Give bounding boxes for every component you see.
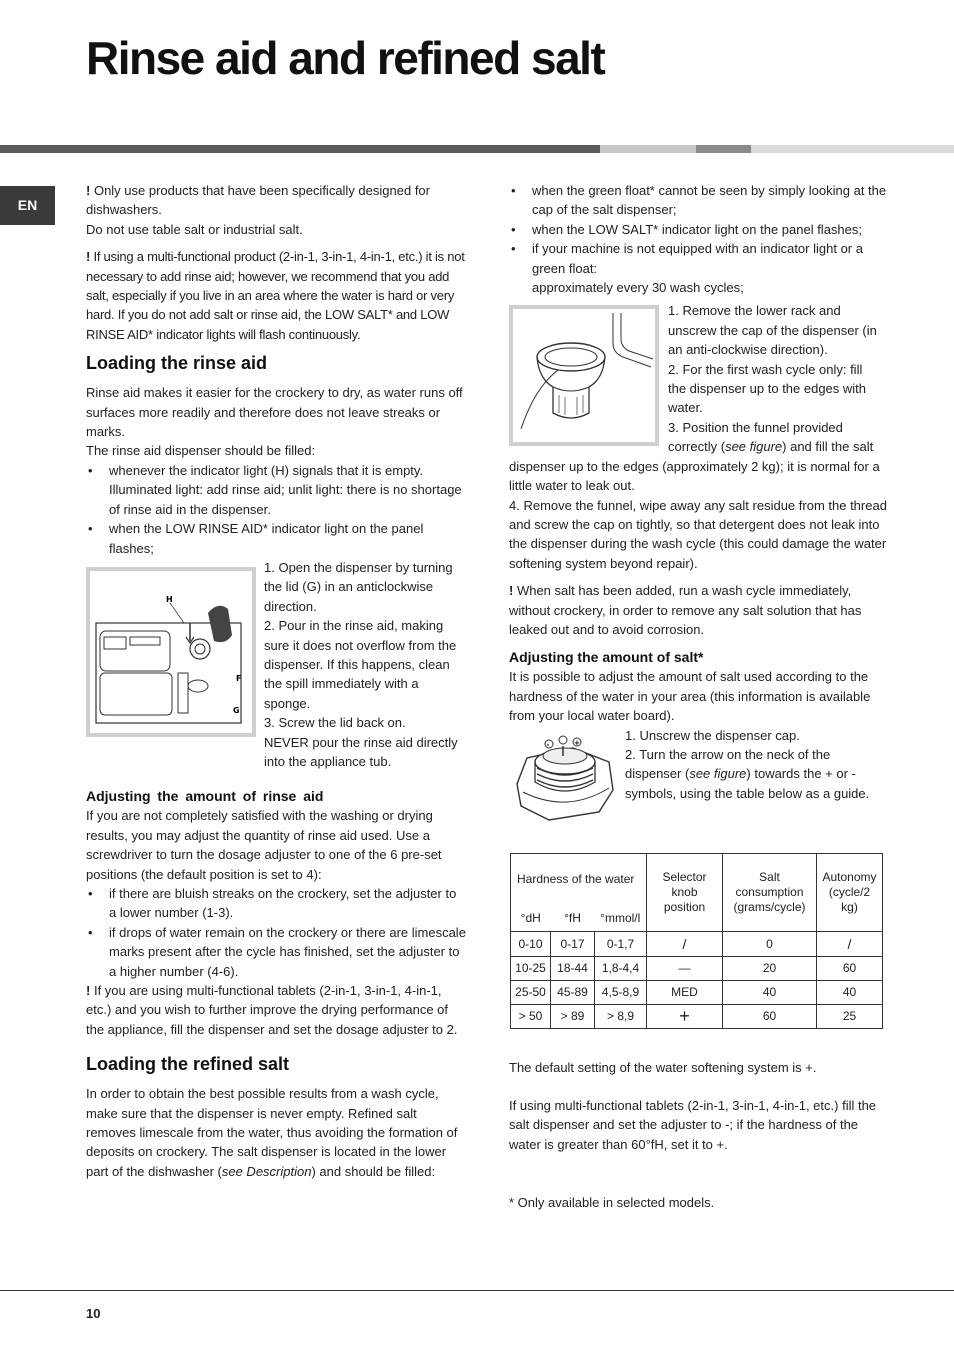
footnote-selected-models: * Only available in selected models. [509, 1195, 715, 1210]
heading-adjust-salt: Adjusting the amount of salt* [509, 649, 704, 666]
salt-cap-illustration [509, 726, 619, 824]
header-bar-light [600, 145, 696, 153]
right-column [509, 181, 889, 824]
list-item: • when the green float* cannot be seen by simply looking at the cap of the salt dispenser; [509, 181, 889, 220]
heading-loading-rinse-aid: Loading the rinse aid [86, 353, 268, 374]
rinse-aid-figure-block [86, 558, 466, 771]
rinse-fill-list [86, 461, 466, 558]
rinse-aid-steps: 1. Open the dispenser by turning the lid (G) in an anticlockwise direction. 2. Pour in the rinse aid, making sure it does not overflow from the dispenser. If this happens, clean the spill immediately with a sponge. 3. Screw the lid back on. NEVER pour the rinse aid directly into the appliance tub. [264, 559, 458, 769]
salt-dispenser-illustration [509, 305, 659, 446]
adjust-rinse-list [86, 884, 466, 981]
list-item: • whenever the indicator light (H) signals that it is empty. Illuminated light: add rinse aid; unlit light: there is no shortage of rinse aid in the dispenser. [86, 461, 466, 519]
header-bar-pale [751, 145, 954, 153]
table-header-selector: Selector knob position [647, 854, 723, 932]
tablets-setting-note: If using multi-functional tablets (2-in-1, 3-in-1, 4-in-1, etc.) fill the salt dispenser and set the adjuster to -; if the hardness of the water is greater than 60°fH, set it to +. [509, 1098, 877, 1152]
salt-dispenser-figure-block [509, 301, 889, 456]
table-row: 0-10 0-17 0-1,7 / 0 / [511, 932, 883, 957]
note-multifunctional: ! If using a multi-functional product (2-in-1, 3-in-1, 4-in-1, etc.) it is not necessary to add rinse aid; however, we recommend that you add salt, especially if you live in an area where the water is hard or very hard. If you do not add salt or rinse aid, the LOW SALT* and LOW RINSE AID* indicator lights will flash continuously. [86, 249, 465, 342]
list-item: • if drops of water remain on the crockery or there are limescale marks present after the cycle has finished, set the adjuster to a higher number (4-6). [86, 923, 466, 981]
note-products: ! Only use products that have been specifically designed for dishwashers. [86, 183, 430, 218]
salt-steps-top: 1. Remove the lower rack and unscrew the cap of the dispenser (in an anti-clockwise direction). 2. For the first wash cycle only: fill the dispenser up to the edges with water. 3. Position the funnel provided correctly (see figure) and fill the salt [668, 303, 877, 455]
rinse-intro: Rinse aid makes it easier for the crockery to dry, as water runs off surfaces more readily and therefore does not leave streaks or marks. [86, 385, 463, 440]
salt-cap-figure-block [509, 726, 889, 824]
note-no-table-salt: Do not use table salt or industrial salt. [86, 221, 303, 237]
salt-adjust-steps: 1. Unscrew the dispenser cap. 2. Turn the arrow on the neck of the dispenser (see figure) towards the + or - symbols, using the table below as a guide. [625, 727, 870, 801]
heading-adjust-rinse-aid: Adjusting the amount of rinse aid [86, 788, 324, 805]
cap-plus-label: + [574, 738, 580, 747]
label-f: F [236, 673, 242, 683]
adjust-rinse-text: If you are not completely satisfied with the washing or drying results, you may adjust the quantity of rinse aid used. Use a screwdriver to turn the dosage adjuster to one of the 6 pre-set positions (the default position is set to 4): [86, 808, 442, 882]
water-hardness-table [510, 853, 883, 1029]
table-header-autonomy: Autonomy (cycle/2 kg) [817, 854, 883, 932]
default-setting-note: The default setting of the water softening system is +. [509, 1060, 817, 1075]
table-row: 25-50 45-89 4,5-8,9 MED 40 40 [511, 981, 883, 1005]
table-unit-dh: °dH [511, 906, 551, 932]
label-g: G [233, 705, 240, 715]
cap-minus-label: - [546, 740, 550, 749]
salt-step3-cont: dispenser up to the edges (approximately 2 kg); it is normal for a little water to leak out. [509, 458, 880, 494]
header-bar-dark [0, 145, 600, 153]
salt-intro: In order to obtain the best possible results from a wash cycle, make sure that the dispenser is never empty. Refined salt removes limescale from the water, thus avoiding the formation of deposits on crockery. The salt dispenser is located in the lower part of the dishwasher (see Description) and should be filled: [86, 1086, 458, 1179]
table-header-hardness: Hardness of the water [511, 854, 647, 906]
label-h: H [166, 594, 173, 604]
page-title: Rinse aid and refined salt [86, 32, 605, 84]
list-item: • when the LOW RINSE AID* indicator light on the panel flashes; [86, 519, 466, 558]
footer-rule [0, 1290, 954, 1291]
salt-step4: 4. Remove the funnel, wipe away any salt residue from the thread and screw the cap on tightly, so that detergent does not leak into the dispenser during the wash cycle (this could damage the water softening system beyond repair). [509, 497, 887, 571]
table-row: 10-25 18-44 1,8-4,4 — 20 60 [511, 957, 883, 981]
rinse-fill-intro: The rinse aid dispenser should be filled: [86, 443, 316, 459]
note-run-cycle: ! When salt has been added, run a wash cycle immediately, without crockery, in order to remove any salt solution that has leaked out and to avoid corrosion. [509, 583, 862, 637]
list-item: • when the LOW SALT* indicator light on the panel flashes; [509, 220, 889, 239]
adjust-salt-text: It is possible to adjust the amount of salt used according to the hardness of the water in your area (this information is available from your local water board). [509, 669, 871, 724]
salt-fill-list [509, 181, 889, 278]
salt-fill-frequency: approximately every 30 wash cycles; [532, 280, 744, 296]
table-header-consumption: Salt consumption (grams/cycle) [723, 854, 817, 932]
language-tab: EN [0, 186, 55, 225]
table-unit-fh: °fH [551, 906, 595, 932]
heading-loading-refined-salt: Loading the refined salt [86, 1054, 290, 1075]
note-tablets-dosage: ! If you are using multi-functional tablets (2-in-1, 3-in-1, 4-in-1, etc.) and you wish to further improve the drying performance of the appliance, fill the dispenser and set the dosage adjuster to 2. [86, 983, 458, 1037]
list-item: • if your machine is not equipped with an indicator light or a green float: [509, 239, 889, 278]
header-bar-mid [696, 145, 751, 153]
rinse-aid-dispenser-illustration [86, 567, 256, 737]
page-number: 10 [86, 1306, 101, 1321]
list-item: • if there are bluish streaks on the crockery, set the adjuster to a lower number (1-3). [86, 884, 466, 923]
table-unit-mmol: °mmol/l [595, 906, 647, 932]
left-column [86, 181, 466, 1181]
table-row: > 50 > 89 > 8,9 + 60 25 [511, 1005, 883, 1029]
